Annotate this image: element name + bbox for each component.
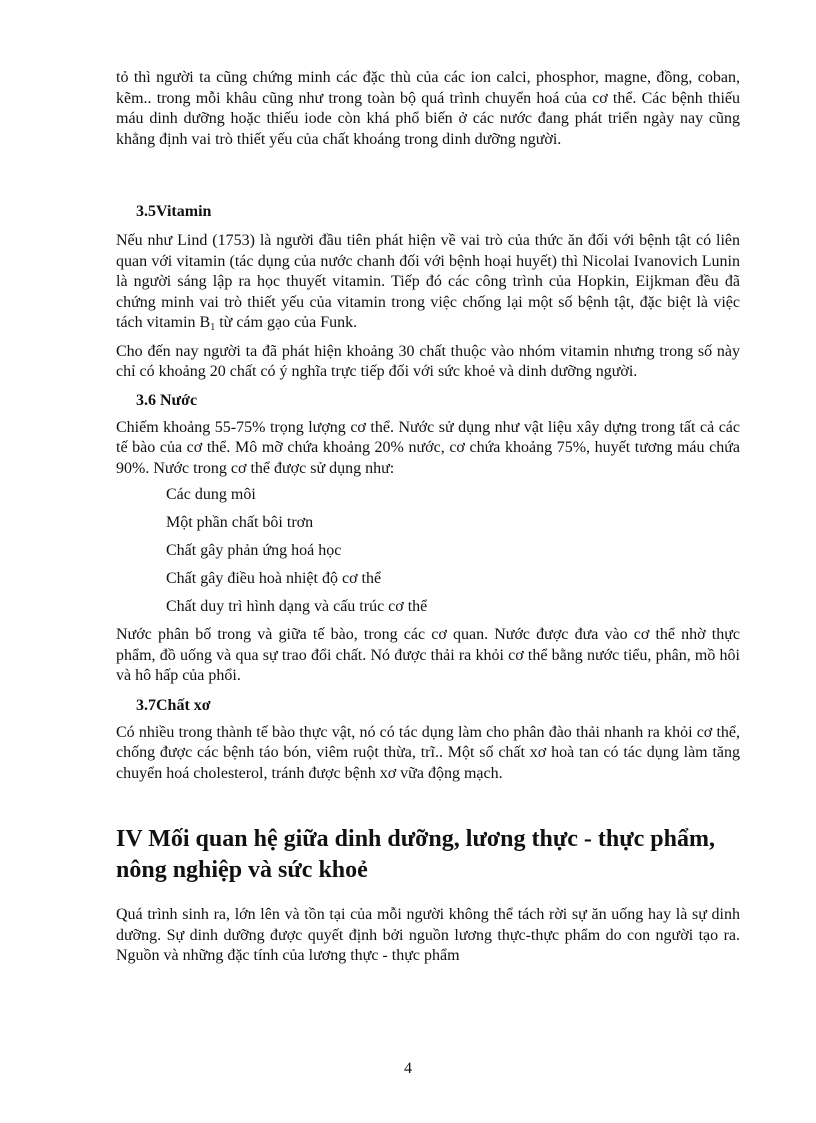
vitamin-paragraph-2: Cho đến nay người ta đã phát hiện khoảng 30 chất thuộc vào nhóm vitamin nhưng trong số này chỉ có khoảng 20 chất có ý nghĩa trực tiếp đối với sức khoẻ và dinh dưỡng người. [116,342,740,380]
page-number: 4 [404,1060,412,1077]
section-heading-fiber: 3.7Chất xơ [136,696,211,714]
fiber-paragraph: Có nhiều trong thành tế bào thực vật, nó có tác dụng làm cho phân đào thải nhanh ra khỏi cơ thể, chống được các bệnh táo bón, viêm ruột thừa, trĩ.. Một số chất xơ hoà tan có tác dụng làm tăng chuyển hoá cholesterol, tránh được bệnh xơ vữa động mạch. [116,723,740,782]
water-paragraph-1: Chiếm khoảng 55-75% trọng lượng cơ thể. Nước sử dụng như vật liệu xây dựng trong tất cả các tế bào của cơ thể. Mô mỡ chứa khoảng 20% nước, cơ chứa khoảng 75%, huyết tương máu chứa 90%. Nước trong cơ thể được sử dụng như: [116,418,740,477]
list-item: Chất duy trì hình dạng và cấu trúc cơ thể [166,598,428,615]
list-item: Chất gây phản ứng hoá học [166,542,342,559]
section-heading-water: 3.6 Nước [136,391,198,409]
list-item: Một phần chất bôi trơn [166,514,314,531]
vitamin-text-part-2: từ cám gạo của Funk. [215,314,358,331]
list-item: Chất gây điều hoà nhiệt độ cơ thể [166,570,382,587]
vitamin-text-part-1: Nếu như Lind (1753) là người đầu tiên phát hiện về vai trò của thức ăn đối với bệnh tật có liên quan với vitamin (tác dụng của nước chanh đối với bệnh hoại huyết) thì Nicolai Ivanovich Lunin là người sáng lập ra học thuyết vitamin. Tiếp đó các công trình của Hopkin, Eijkman đều đã chứng minh vai trò thiết yếu của vitamin trong việc chống lại một số bệnh tật, đặc biệt là việc tách vitamin B [116,232,740,331]
section-heading-vitamin: 3.5Vitamin [136,203,212,220]
water-uses-list [116,485,740,617]
list-item: Các dung môi [166,486,256,503]
chapter-heading: IV Mối quan hệ giữa dinh dưỡng, lương thực - thực phẩm, nông nghiệp và sức khoẻ [116,826,715,883]
minerals-paragraph: tỏ thì người ta cũng chứng minh các đặc thù của các ion calci, phosphor, magne, đồng, coban, kẽm.. trong mỗi khâu cũng như trong toàn bộ quá trình chuyển hoá của cơ thể. Các bệnh thiếu máu dinh dưỡng hoặc thiếu iode còn khá phổ biến ở các nước đang phát triển ngày nay cũng khẳng định vai trò thiết yếu của chất khoáng trong dinh dưỡng người. [116,69,740,148]
water-paragraph-2: Nước phân bố trong và giữa tế bào, trong các cơ quan. Nước được đưa vào cơ thể nhờ thực phẩm, đồ uống và qua sự trao đổi chất. Nó được thải ra khỏi cơ thể bằng nước tiểu, phân, mồ hôi và hô hấp của phổi. [116,626,740,684]
chapter4-paragraph: Quá trình sinh ra, lớn lên và tồn tại của mỗi người không thể tách rời sự ăn uống hay là sự dinh dưỡng. Sự dinh dưỡng được quyết định bởi nguồn lương thực-thực phẩm do con người tạo ra. Nguồn và những đặc tính của lương thực - thực phẩm [116,906,740,964]
document-page [116,68,740,967]
vitamin-subscript: 1 [210,322,216,333]
vitamin-paragraph-1 [116,231,740,334]
